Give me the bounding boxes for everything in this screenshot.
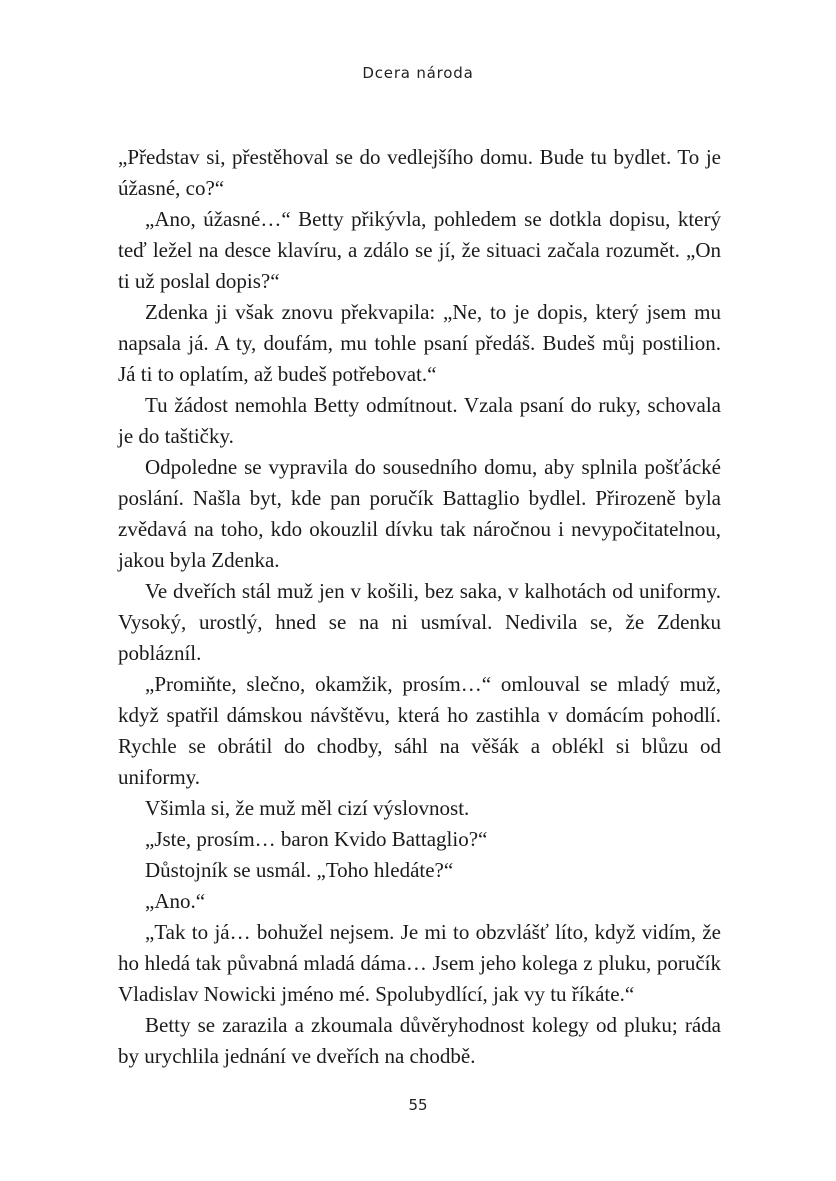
running-head: Dcera národa xyxy=(362,64,474,82)
paragraph: Zdenka ji však znovu překvapila: „Ne, to je dopis, který jsem mu napsala já. A ty, doufám, mu tohle psaní předáš. Budeš můj postilion. Já ti to oplatím, až budeš potřebovat.“ xyxy=(118,300,721,386)
paragraph: „Ano.“ xyxy=(145,889,206,913)
paragraph: „Ano, úžasné…“ Betty přikývla, pohledem se dotkla dopisu, který teď ležel na desce klavíru, a zdálo se jí, že situaci začala rozumět. „On ti už poslal dopis?“ xyxy=(118,207,721,293)
paragraph: „Tak to já… bohužel nejsem. Je mi to obzvlášť líto, když vidím, že ho hledá tak půvabná mladá dáma… Jsem jeho kolega z pluku, poručík Vladislav Nowicki jméno mé. Spolubydlící, jak vy tu říkáte.“ xyxy=(118,920,721,1006)
paragraph: „Představ si, přestěhoval se do vedlejšího domu. Bude tu bydlet. To je úžasné, co?“ xyxy=(118,145,721,200)
paragraph: Všimla si, že muž měl cizí výslovnost. xyxy=(145,796,470,820)
body-text xyxy=(118,142,721,1072)
page-number: 55 xyxy=(408,1096,428,1114)
paragraph: Důstojník se usmál. „Toho hledáte?“ xyxy=(145,858,454,882)
paragraph: Odpoledne se vypravila do sousedního domu, aby splnila pošťácké poslání. Našla byt, kde pan poručík Battaglio bydlel. Přirozeně byla zvědavá na toho, kdo okouzlil dívku tak náročnou i nevypočitatelnou, jakou byla Zdenka. xyxy=(118,455,721,572)
paragraph: „Promiňte, slečno, okamžik, prosím…“ omlouval se mladý muž, když spatřil dámskou návštěvu, která ho zastihla v domácím pohodlí. Rychle se obrátil do chodby, sáhl na věšák a oblékl si blůzu od uniformy. xyxy=(118,672,721,789)
paragraph: „Jste, prosím… baron Kvido Battaglio?“ xyxy=(145,827,488,851)
paragraph: Tu žádost nemohla Betty odmítnout. Vzala psaní do ruky, schovala je do taštičky. xyxy=(118,393,721,448)
paragraph: Ve dveřích stál muž jen v košili, bez saka, v kalhotách od uniformy. Vysoký, urostlý, hned se na ni usmíval. Nedivila se, že Zdenku poblázníl. xyxy=(118,579,721,665)
paragraph: Betty se zarazila a zkoumala důvěryhodnost kolegy od pluku; ráda by urychlila jednání ve dveřích na chodbě. xyxy=(118,1013,721,1068)
